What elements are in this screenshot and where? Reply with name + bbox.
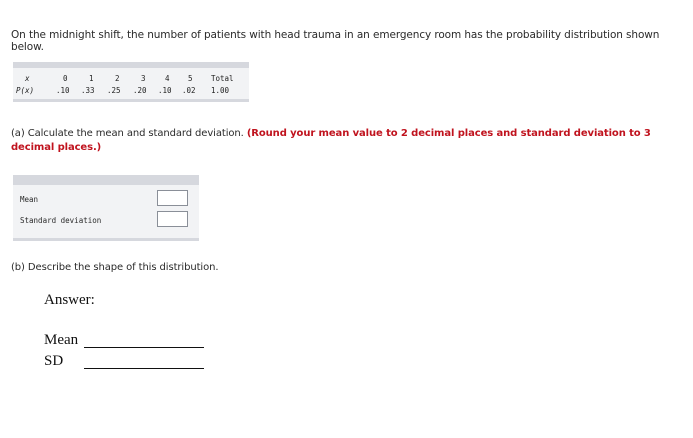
p-value-3: .20 [133,86,147,95]
px-row-label: P(x) [16,86,35,95]
x-total-label: Total [211,74,234,83]
x-value-3: 3 [141,74,146,83]
x-value-2: 2 [115,74,120,83]
p-value-4: .10 [158,86,172,95]
p-value-1: .33 [81,86,95,95]
standard-deviation-label: Standard deviation [20,216,102,225]
mean-sd-answer-table [13,175,199,241]
p-total-value: 1.00 [211,86,230,95]
p-value-5: .02 [182,86,196,95]
standard-deviation-input[interactable] [157,211,188,227]
p-value-0: .10 [56,86,70,95]
sd-answer-label: SD [44,353,64,369]
x-row-label: x [25,74,30,83]
rounding-instruction: (Round your mean value to 2 decimal places and standard deviation to 3 decimal places.) [11,128,651,153]
part-b-prompt: (b) Describe the shape of this distribution. [11,262,219,273]
x-value-1: 1 [89,74,94,83]
p-value-2: .25 [107,86,121,95]
answer-heading: Answer: [44,292,95,308]
x-row [13,74,249,84]
x-value-4: 4 [165,74,170,83]
x-value-5: 5 [188,74,193,83]
part-a-text: (a) Calculate the mean and standard deviation. [11,128,244,139]
probability-distribution-table [13,62,249,102]
mean-input[interactable] [157,190,188,206]
mean-answer-blank[interactable] [84,347,204,348]
mean-label: Mean [20,195,39,204]
mean-answer-label: Mean [44,332,79,348]
probability-row [13,86,249,96]
x-value-0: 0 [63,74,68,83]
sd-answer-blank[interactable] [84,368,204,369]
question-text: On the midnight shift, the number of patients with head trauma in an emergency room has the probability distribution shown below. [11,29,660,53]
part-a-prompt [11,127,651,155]
